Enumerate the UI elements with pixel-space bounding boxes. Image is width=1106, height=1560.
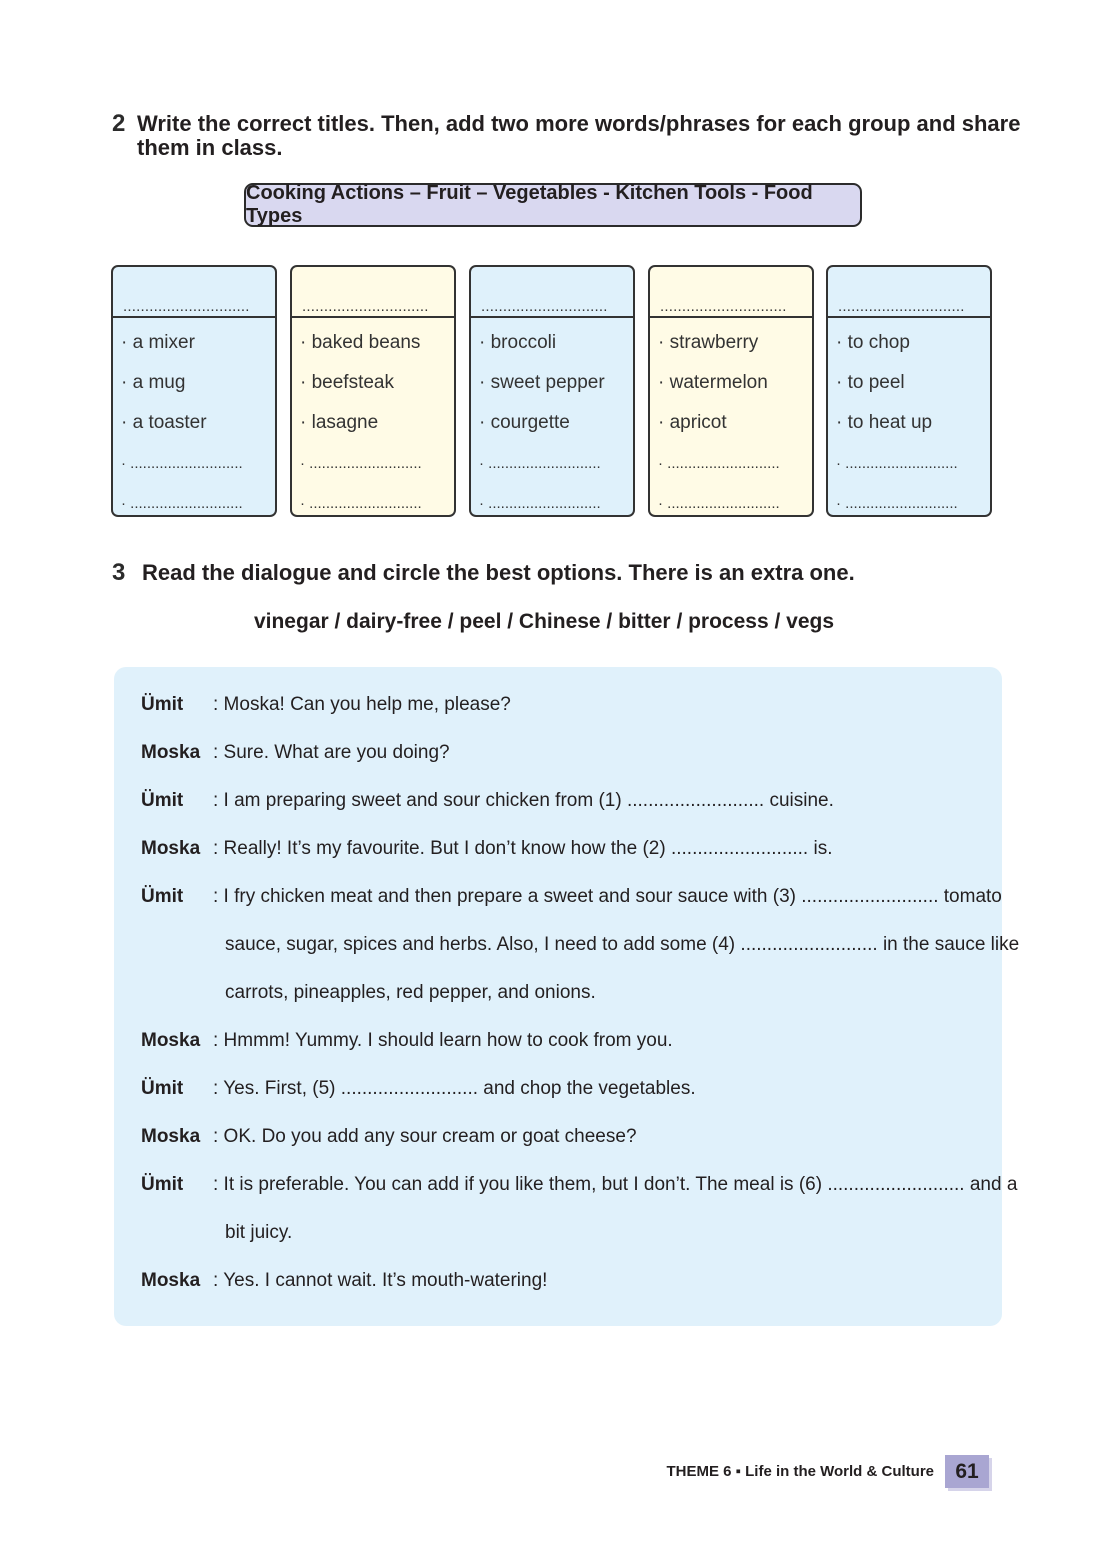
vocab-column bbox=[111, 265, 277, 517]
column-item: · apricot bbox=[658, 412, 727, 433]
column-blank[interactable]: · ........................... bbox=[300, 455, 422, 472]
vocab-column bbox=[290, 265, 456, 517]
dialogue-line-continued: sauce, sugar, spices and herbs. Also, I need to add some (4) .......................... in the sauce like bbox=[225, 934, 1020, 955]
vocab-column bbox=[648, 265, 814, 517]
column-title-blank[interactable]: ............................. bbox=[292, 267, 454, 318]
vocab-column bbox=[469, 265, 635, 517]
vocab-column bbox=[826, 265, 992, 517]
column-blank[interactable]: · ........................... bbox=[121, 455, 243, 472]
column-item: · watermelon bbox=[658, 372, 768, 393]
dialogue-line-continued: bit juicy. bbox=[225, 1222, 293, 1243]
column-title-blank[interactable]: ............................. bbox=[828, 267, 990, 318]
dialogue-line: : OK. Do you add any sour cream or goat cheese? bbox=[213, 1126, 637, 1147]
column-blank[interactable]: · ........................... bbox=[300, 495, 422, 512]
column-blank[interactable]: · ........................... bbox=[836, 455, 958, 472]
exercise-3-number: 3 bbox=[112, 559, 126, 586]
speaker-name: Moska bbox=[141, 838, 201, 859]
column-blank[interactable]: · ........................... bbox=[479, 455, 601, 472]
column-item: · strawberry bbox=[658, 332, 759, 353]
options-list: vinegar / dairy-free / peel / Chinese / bitter / process / vegs bbox=[253, 610, 835, 633]
speaker-name: Ümit bbox=[141, 790, 184, 811]
column-blank[interactable]: · ........................... bbox=[836, 495, 958, 512]
column-title-blank[interactable]: ............................. bbox=[471, 267, 633, 318]
dialogue-line: : Yes. First, (5) .......................... and chop the vegetables. bbox=[213, 1078, 696, 1099]
column-item: · sweet pepper bbox=[479, 372, 605, 393]
column-item: · to chop bbox=[836, 332, 910, 353]
column-item: · a mug bbox=[121, 372, 186, 393]
dialogue-line: : Yes. I cannot wait. It’s mouth-watering! bbox=[213, 1270, 548, 1291]
column-item: · to heat up bbox=[836, 412, 933, 433]
exercise-3-instruction: Read the dialogue and circle the best options. There is an extra one. bbox=[142, 560, 855, 585]
column-blank[interactable]: · ........................... bbox=[658, 455, 780, 472]
column-item: · to peel bbox=[836, 372, 905, 393]
speaker-name: Moska bbox=[141, 1126, 201, 1147]
column-blank[interactable]: · ........................... bbox=[479, 495, 601, 512]
dialogue-line: : Hmmm! Yummy. I should learn how to cook from you. bbox=[213, 1030, 673, 1051]
speaker-name: Ümit bbox=[141, 1174, 184, 1195]
footer-theme: THEME 6 ▪ Life in the World & Culture bbox=[666, 1463, 934, 1480]
column-item: · beefsteak bbox=[300, 372, 394, 393]
column-blank[interactable]: · ........................... bbox=[121, 495, 243, 512]
column-item: · lasagne bbox=[300, 412, 379, 433]
speaker-name: Moska bbox=[141, 742, 201, 763]
speaker-name: Ümit bbox=[141, 1078, 184, 1099]
dialogue-line: : Sure. What are you doing? bbox=[213, 742, 450, 763]
column-item: · baked beans bbox=[300, 332, 421, 353]
column-item: · courgette bbox=[479, 412, 570, 433]
column-title-blank[interactable]: ............................. bbox=[113, 267, 275, 318]
dialogue-line: : Moska! Can you help me, please? bbox=[213, 694, 511, 715]
column-item: · broccoli bbox=[479, 332, 557, 353]
word-bank: Cooking Actions – Fruit – Vegetables - Kitchen Tools - Food Types bbox=[244, 183, 862, 227]
speaker-name: Moska bbox=[141, 1270, 201, 1291]
dialogue-line: : Really! It’s my favourite. But I don’t know how the (2) .......................... is. bbox=[213, 838, 833, 859]
page-number: 61 bbox=[945, 1455, 989, 1488]
dialogue-line: : It is preferable. You can add if you like them, but I don’t. The meal is (6) .......................... and a bbox=[213, 1174, 1018, 1195]
column-title-blank[interactable]: ............................. bbox=[650, 267, 812, 318]
exercise-2-instruction-line2: them in class. bbox=[137, 135, 283, 160]
dialogue-line: : I am preparing sweet and sour chicken from (1) .......................... cuisine. bbox=[213, 790, 834, 811]
exercise-2-instruction-line1: Write the correct titles. Then, add two more words/phrases for each group and share bbox=[137, 111, 1021, 136]
dialogue-line: : I fry chicken meat and then prepare a sweet and sour sauce with (3) .......................... tomato bbox=[213, 886, 1002, 907]
column-item: · a mixer bbox=[121, 332, 195, 353]
speaker-name: Moska bbox=[141, 1030, 201, 1051]
exercise-2-number: 2 bbox=[112, 110, 126, 137]
speaker-name: Ümit bbox=[141, 694, 184, 715]
speaker-name: Ümit bbox=[141, 886, 184, 907]
dialogue-line-continued: carrots, pineapples, red pepper, and onions. bbox=[225, 982, 596, 1003]
column-item: · a toaster bbox=[121, 412, 207, 433]
column-blank[interactable]: · ........................... bbox=[658, 495, 780, 512]
